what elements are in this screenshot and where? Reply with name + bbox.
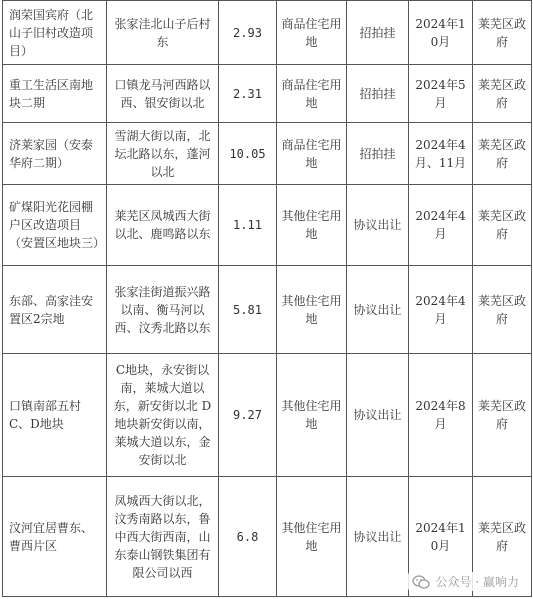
area: 6.8 <box>219 477 277 597</box>
location: 张家洼街道振兴路以南、衡马河以西、汶秀北路以东 <box>107 266 219 354</box>
supply-method: 协议出让 <box>347 354 409 477</box>
area: 2.93 <box>219 1 277 65</box>
authority: 莱芜区政府 <box>473 185 532 266</box>
land-use: 其他住宅用地 <box>277 266 347 354</box>
table-row <box>3 185 532 266</box>
supply-time: 2024年4月 <box>409 266 473 354</box>
table-row <box>3 123 532 185</box>
project-name: 润荣国宾府（北山子旧村改造项目） <box>3 1 107 65</box>
location: 凤城西大街以北，汶秀南路以东，鲁中西大街西南，山东泰山钢铁集团有限公司以西 <box>107 477 219 597</box>
supply-time: 2024年5月 <box>409 65 473 123</box>
location: C地块，永安街以南，莱城大道以东，新安街以北 D地块新安街以南，莱城大道以东，金安街以北 <box>107 354 219 477</box>
area: 10.05 <box>219 123 277 185</box>
land-use: 其他住宅用地 <box>277 354 347 477</box>
location: 雪湖大街以南，北坛北路以东，蓬河以北 <box>107 123 219 185</box>
land-use: 其他住宅用地 <box>277 477 347 597</box>
land-use: 商品住宅用地 <box>277 123 347 185</box>
table-row <box>3 1 532 65</box>
supply-time: 2024年10月 <box>409 1 473 65</box>
watermark <box>408 572 523 591</box>
supply-method: 协议出让 <box>347 477 409 597</box>
table-row <box>3 354 532 477</box>
wechat-icon <box>412 575 430 589</box>
supply-method: 协议出让 <box>347 185 409 266</box>
project-name: 东部、高家洼安置区2宗地 <box>3 266 107 354</box>
area: 1.11 <box>219 185 277 266</box>
location: 张家洼北山子后村东 <box>107 1 219 65</box>
land-table <box>2 0 532 597</box>
supply-method: 招拍挂 <box>347 123 409 185</box>
supply-time: 2024年4月 <box>409 185 473 266</box>
location: 莱芜区凤城西大街以北、鹿鸣路以东 <box>107 185 219 266</box>
supply-method: 招拍挂 <box>347 1 409 65</box>
land-use: 商品住宅用地 <box>277 1 347 65</box>
authority: 莱芜区政府 <box>473 1 532 65</box>
watermark-text: 公众号 · 赢响力 <box>435 575 519 589</box>
supply-method: 招拍挂 <box>347 65 409 123</box>
area: 5.81 <box>219 266 277 354</box>
supply-time: 2024年8月 <box>409 354 473 477</box>
location: 口镇龙马河西路以西、银安街以北 <box>107 65 219 123</box>
authority: 莱芜区政府 <box>473 65 532 123</box>
authority: 莱芜区政府 <box>473 266 532 354</box>
project-name: 口镇南部五村C、D地块 <box>3 354 107 477</box>
project-name: 重工生活区南地块二期 <box>3 65 107 123</box>
supply-method: 协议出让 <box>347 266 409 354</box>
area: 2.31 <box>219 65 277 123</box>
project-name: 矿煤阳光花园棚户区改造项目（安置区地块三） <box>3 185 107 266</box>
supply-time: 2024年10月 <box>409 477 473 597</box>
project-name: 汶河宜居曹东、曹西片区 <box>3 477 107 597</box>
authority: 莱芜区政府 <box>473 123 532 185</box>
land-use: 商品住宅用地 <box>277 65 347 123</box>
project-name: 济莱家园（安泰华府二期） <box>3 123 107 185</box>
authority: 莱芜区政府 <box>473 477 532 597</box>
area: 9.27 <box>219 354 277 477</box>
land-use: 其他住宅用地 <box>277 185 347 266</box>
authority: 莱芜区政府 <box>473 354 532 477</box>
supply-time: 2024年4月、11月 <box>409 123 473 185</box>
table-row <box>3 266 532 354</box>
table-row <box>3 65 532 123</box>
